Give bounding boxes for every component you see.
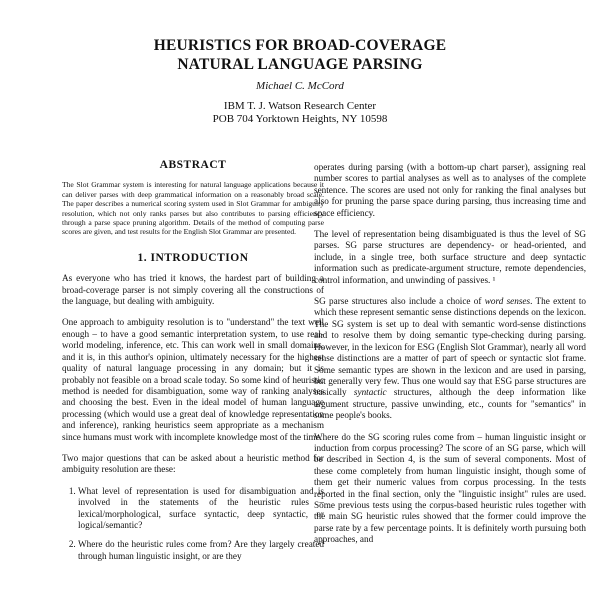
p3-text-a: SG parse structures also include a choice of: [314, 296, 485, 307]
affiliation-line-1: IBM T. J. Watson Research Center: [223, 100, 377, 112]
right-paragraph-2: The level of representation being disambiguated is thus the level of SG parses. SG parse structures are dependency- or head-oriented, and include, in a single tree, both surface structure and deep syntactic information such as predicate-argument structure, remote dependencies, control information, and unwinding of passives. ¹: [314, 229, 586, 285]
intro-paragraph-3: Two major questions that can be asked about a heuristic method for ambiguity resolution are these:: [62, 452, 324, 475]
title-line-1: HEURISTICS FOR BROAD-COVERAGE: [153, 37, 447, 54]
title-line-2: NATURAL LANGUAGE PARSING: [177, 56, 423, 73]
p3-text-b: . The extent to which these represent semantic sense distinctions depends on the lexicon. The SG system is set up to deal with semantic word-sense distinctions and to resolve them by doing semantic type-checking during parsing. However, in the lexicon for ESG (English Slot Grammar), nearly all word sense distinctions are a matter of part of speech or syntactic slot frame. Some semantic types are shown in the lexicon and are used in parsing, but generally very few. Thus one would say that ESG parse structures are basically: [314, 296, 586, 398]
questions-list: [62, 486, 324, 562]
affiliation: [0, 100, 600, 126]
intro-paragraph-2: One approach to ambiguity resolution is to "understand" the text well enough – to have a good semantic interpretation system, to use real-world modeling, inference, etc. This can work well in small domains, and it is, in this author's opinion, ultimately necessary for the highest quality of natural language processing in any domain; but it is probably not feasible on a broad scale today. So some kind of heuristic method is needed for disambiguation, some way of ranking analyses and choosing the best. Even in the ideal model of human language processing (which would use a great deal of knowledge representation and inference), ranking heuristics seem appropriate as a mechanism since humans must work with incomplete knowledge most of the time.: [62, 317, 324, 442]
abstract-text: The Slot Grammar system is interesting for natural language applications because it can deliver parses with deep grammatical information on a reasonably broad scale. The paper describes a numerical scoring system used in Slot Grammar for ambiguity resolution, which not only ranks parses but also contributes to parsing efficiency through a parse space pruning algorithm. Details of the method of computing parse scores are given, and test results for the English Slot Grammar are presented.: [62, 180, 324, 237]
abstract-heading: ABSTRACT: [159, 159, 227, 171]
author: Michael C. McCord: [256, 80, 344, 92]
right-paragraph-1: operates during parsing (with a bottom-up chart parser), assigning real number scores to partial analyses as well as to analyses of the complete sentence. The scores are used not only for ranking the final analyses but also for pruning the parse space during parsing, thus increasing time and space efficiency.: [314, 162, 586, 218]
question-2: 2. Where do the heuristic rules come from? Are they largely created through human linguistic insight, or are they: [78, 539, 324, 562]
paper-title: [0, 36, 600, 74]
intro-paragraph-1: As everyone who has tried it knows, the hardest part of building a broad-coverage parser is not simply covering all the constructions of the language, but dealing with ambiguity.: [62, 273, 324, 307]
right-paragraph-4: Where do the SG scoring rules come from – human linguistic insight or induction from corpus processing? The score of an SG parse, which will be described in Section 4, is the sum of several components. Most of these come completely from human linguistic insight, though some of them get their numeric values from corpus processing. In the tests reported in the final section, only the "linguistic insight" rules are used. Some previous tests using the corpus-based heuristic rules together with the main SG heuristic rules showed that the former could improve the parse rate by a few percentage points. It is definitely worth pursuing both approaches, and: [314, 431, 586, 545]
affiliation-line-2: POB 704 Yorktown Heights, NY 10598: [212, 113, 388, 125]
right-paragraph-3: [314, 296, 586, 421]
p3-syntactic: syntactic: [353, 387, 387, 398]
right-column: [314, 162, 586, 556]
p3-text-c: structures, although the deep information like argument structure, passive unwinding, etc., counts for "semantics" in some people's books.: [314, 387, 587, 421]
question-1: 1. What level of representation is used for disambiguation and is involved in the statements of the heuristic rules – lexical/morphological, surface syntactic, deep syntactic, or logical/semantic?: [78, 486, 324, 532]
p3-word-senses: word senses: [484, 296, 531, 307]
left-column: [62, 160, 324, 570]
introduction-heading: 1. INTRODUCTION: [137, 251, 249, 264]
